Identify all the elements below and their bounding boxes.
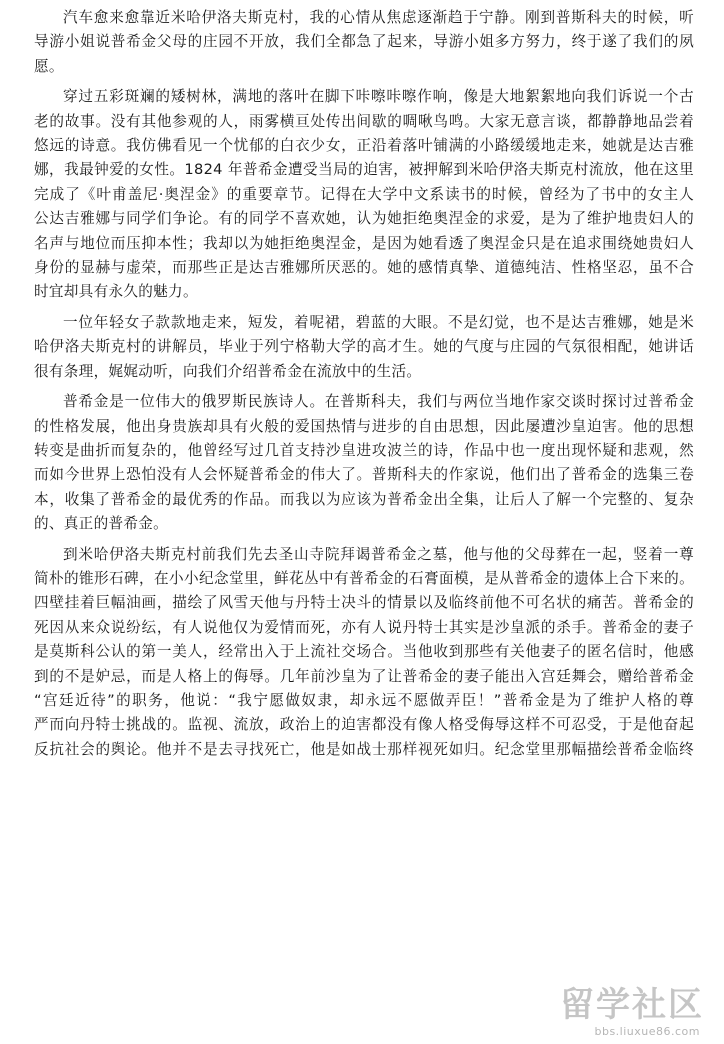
- text-line: 很有条理，娓娓动听，向我们介绍普希金在流放中的生活。: [34, 362, 422, 380]
- paragraph: [34, 311, 694, 384]
- text-line: 转变是曲折而复杂的，他曾经写过几首支持沙皇进攻波兰的诗，作品中也一度出现怀疑和悲观，然: [34, 441, 694, 459]
- text-line: 悠远的诗意。我仿佛看见一个忧郁的白衣少女，正沿着落叶铺满的小路缓缓地走来，她就是达吉雅: [34, 137, 694, 155]
- text-line: 穿过五彩斑斓的矮树林，满地的落叶在脚下咔嚓咔嚓作响，像是大地絮絮地向我们诉说一个古: [63, 88, 694, 106]
- text-line: 公达吉雅娜与同学们争论。有的同学不喜欢她，认为她拒绝奥涅金的求爱，是为了维护地贵妇人的: [34, 210, 694, 228]
- site-watermark: [530, 986, 710, 1038]
- paragraph: [34, 390, 694, 536]
- article-body: [34, 6, 694, 768]
- text-line: 的、真正的普希金。: [34, 515, 169, 533]
- text-line: 一位年轻女子款款地走来，短发，着呢裙，碧蓝的大眼。不是幻觉，也不是达吉雅娜，她是米: [63, 313, 694, 331]
- text-line: 时宜却具有永久的魅力。: [34, 283, 198, 301]
- text-line: 普希金是一位伟大的俄罗斯民族诗人。在普斯科夫，我们与两位当地作家交谈时探讨过普希金: [63, 393, 694, 411]
- text-line: 是莫斯科公认的第一美人，经常出入于上流社交场合。当他收到那些有关他妻子的匿名信时，他感: [34, 643, 694, 661]
- watermark-logo: 留学社区: [560, 985, 704, 1025]
- text-line: 娜，我最钟爱的女性。1824 年普希金遭受当局的迫害，被押解到米哈伊洛夫斯克村流放，他在这里: [34, 161, 694, 179]
- text-line: 而如今世界上恐怕没有人会怀疑普希金的伟大了。普斯科夫的作家说，他们出了普希金的选集三卷: [34, 466, 694, 484]
- text-line: 简朴的锥形石碑，在小小纪念堂里，鲜花丛中有普希金的石膏面模，是从普希金的遗体上合下来的。: [34, 569, 694, 587]
- text-line: 愿。: [34, 57, 64, 75]
- text-line: 身份的显赫与虚荣，而那些正是达吉雅娜所厌恶的。她的感情真挚、道德纯洁、性格坚忍，虽不合: [34, 259, 694, 277]
- text-line: 死因从来众说纷纭，有人说他仅为爱情而死，亦有人说丹特士其实是沙皇派的杀手。普希金的妻子: [34, 618, 694, 636]
- text-line: 汽车愈来愈靠近米哈伊洛夫斯克村，我的心情从焦虑逐渐趋于宁静。刚到普斯科夫的时候，听: [63, 9, 694, 26]
- text-line: 老的故事。没有其他参观的人，雨雾横亘处传出间歇的啁啾鸟鸣。大家无意言谈，都静静地品尝着: [34, 112, 694, 130]
- text-line: 导游小姐说普希金父母的庄园不开放，我们全都急了起来，导游小姐多方努力，终于遂了我们的夙: [34, 33, 694, 51]
- text-line: 到的不是妒忌，而是人格上的侮辱。几年前沙皇为了让普希金的妻子能出入宫廷舞会，赠给普希金: [34, 667, 694, 685]
- paragraph: [34, 85, 694, 305]
- paragraph: [34, 6, 694, 79]
- text-line: “宫廷近待”的职务，他说：“我宁愿做奴隶，却永远不愿做弄臣！”普希金是为了维护人格的尊: [34, 691, 694, 709]
- watermark-url: bbs.liuxue86.com: [594, 1025, 700, 1038]
- text-line: 反抗社会的舆论。他并不是去寻找死亡，他是如战士那样视死如归。纪念堂里那幅描绘普希金临终: [34, 740, 694, 758]
- text-line: 完成了《叶甫盖尼·奥涅金》的重要章节。记得在大学中文系读书的时候，曾经为了书中的女主人: [34, 185, 694, 203]
- text-line: 的性格发展，他出身贵族却具有火般的爱国热情与进步的自由思想，因此屡遭沙皇迫害。他的思想: [34, 417, 694, 435]
- text-line: 本，收集了普希金的最优秀的作品。而我以为应该为普希金出全集，让后人了解一个完整的、复杂: [34, 490, 694, 508]
- text-line: 四壁挂着巨幅油画，描绘了风雪天他与丹特士决斗的情景以及临终前他不可名状的痛苦。普希金的: [34, 594, 694, 612]
- text-line: 哈伊洛夫斯克村的讲解员，毕业于列宁格勒大学的高才生。她的气度与庄园的气氛很相配，她讲话: [34, 338, 694, 356]
- text-line: 严而向丹特士挑战的。监视、流放，政治上的迫害都没有像人格受侮辱这样不可忍受，于是他奋起: [34, 716, 694, 734]
- text-line: 到米哈伊洛夫斯克村前我们先去圣山寺院拜谒普希金之墓，他与他的父母葬在一起，竖着一尊: [63, 545, 694, 563]
- text-line: 名声与地位而压抑本性；我却以为她拒绝奥涅金，是因为她看透了奥涅金只是在追求围绕她贵妇人: [34, 234, 694, 252]
- paragraph: [34, 543, 694, 763]
